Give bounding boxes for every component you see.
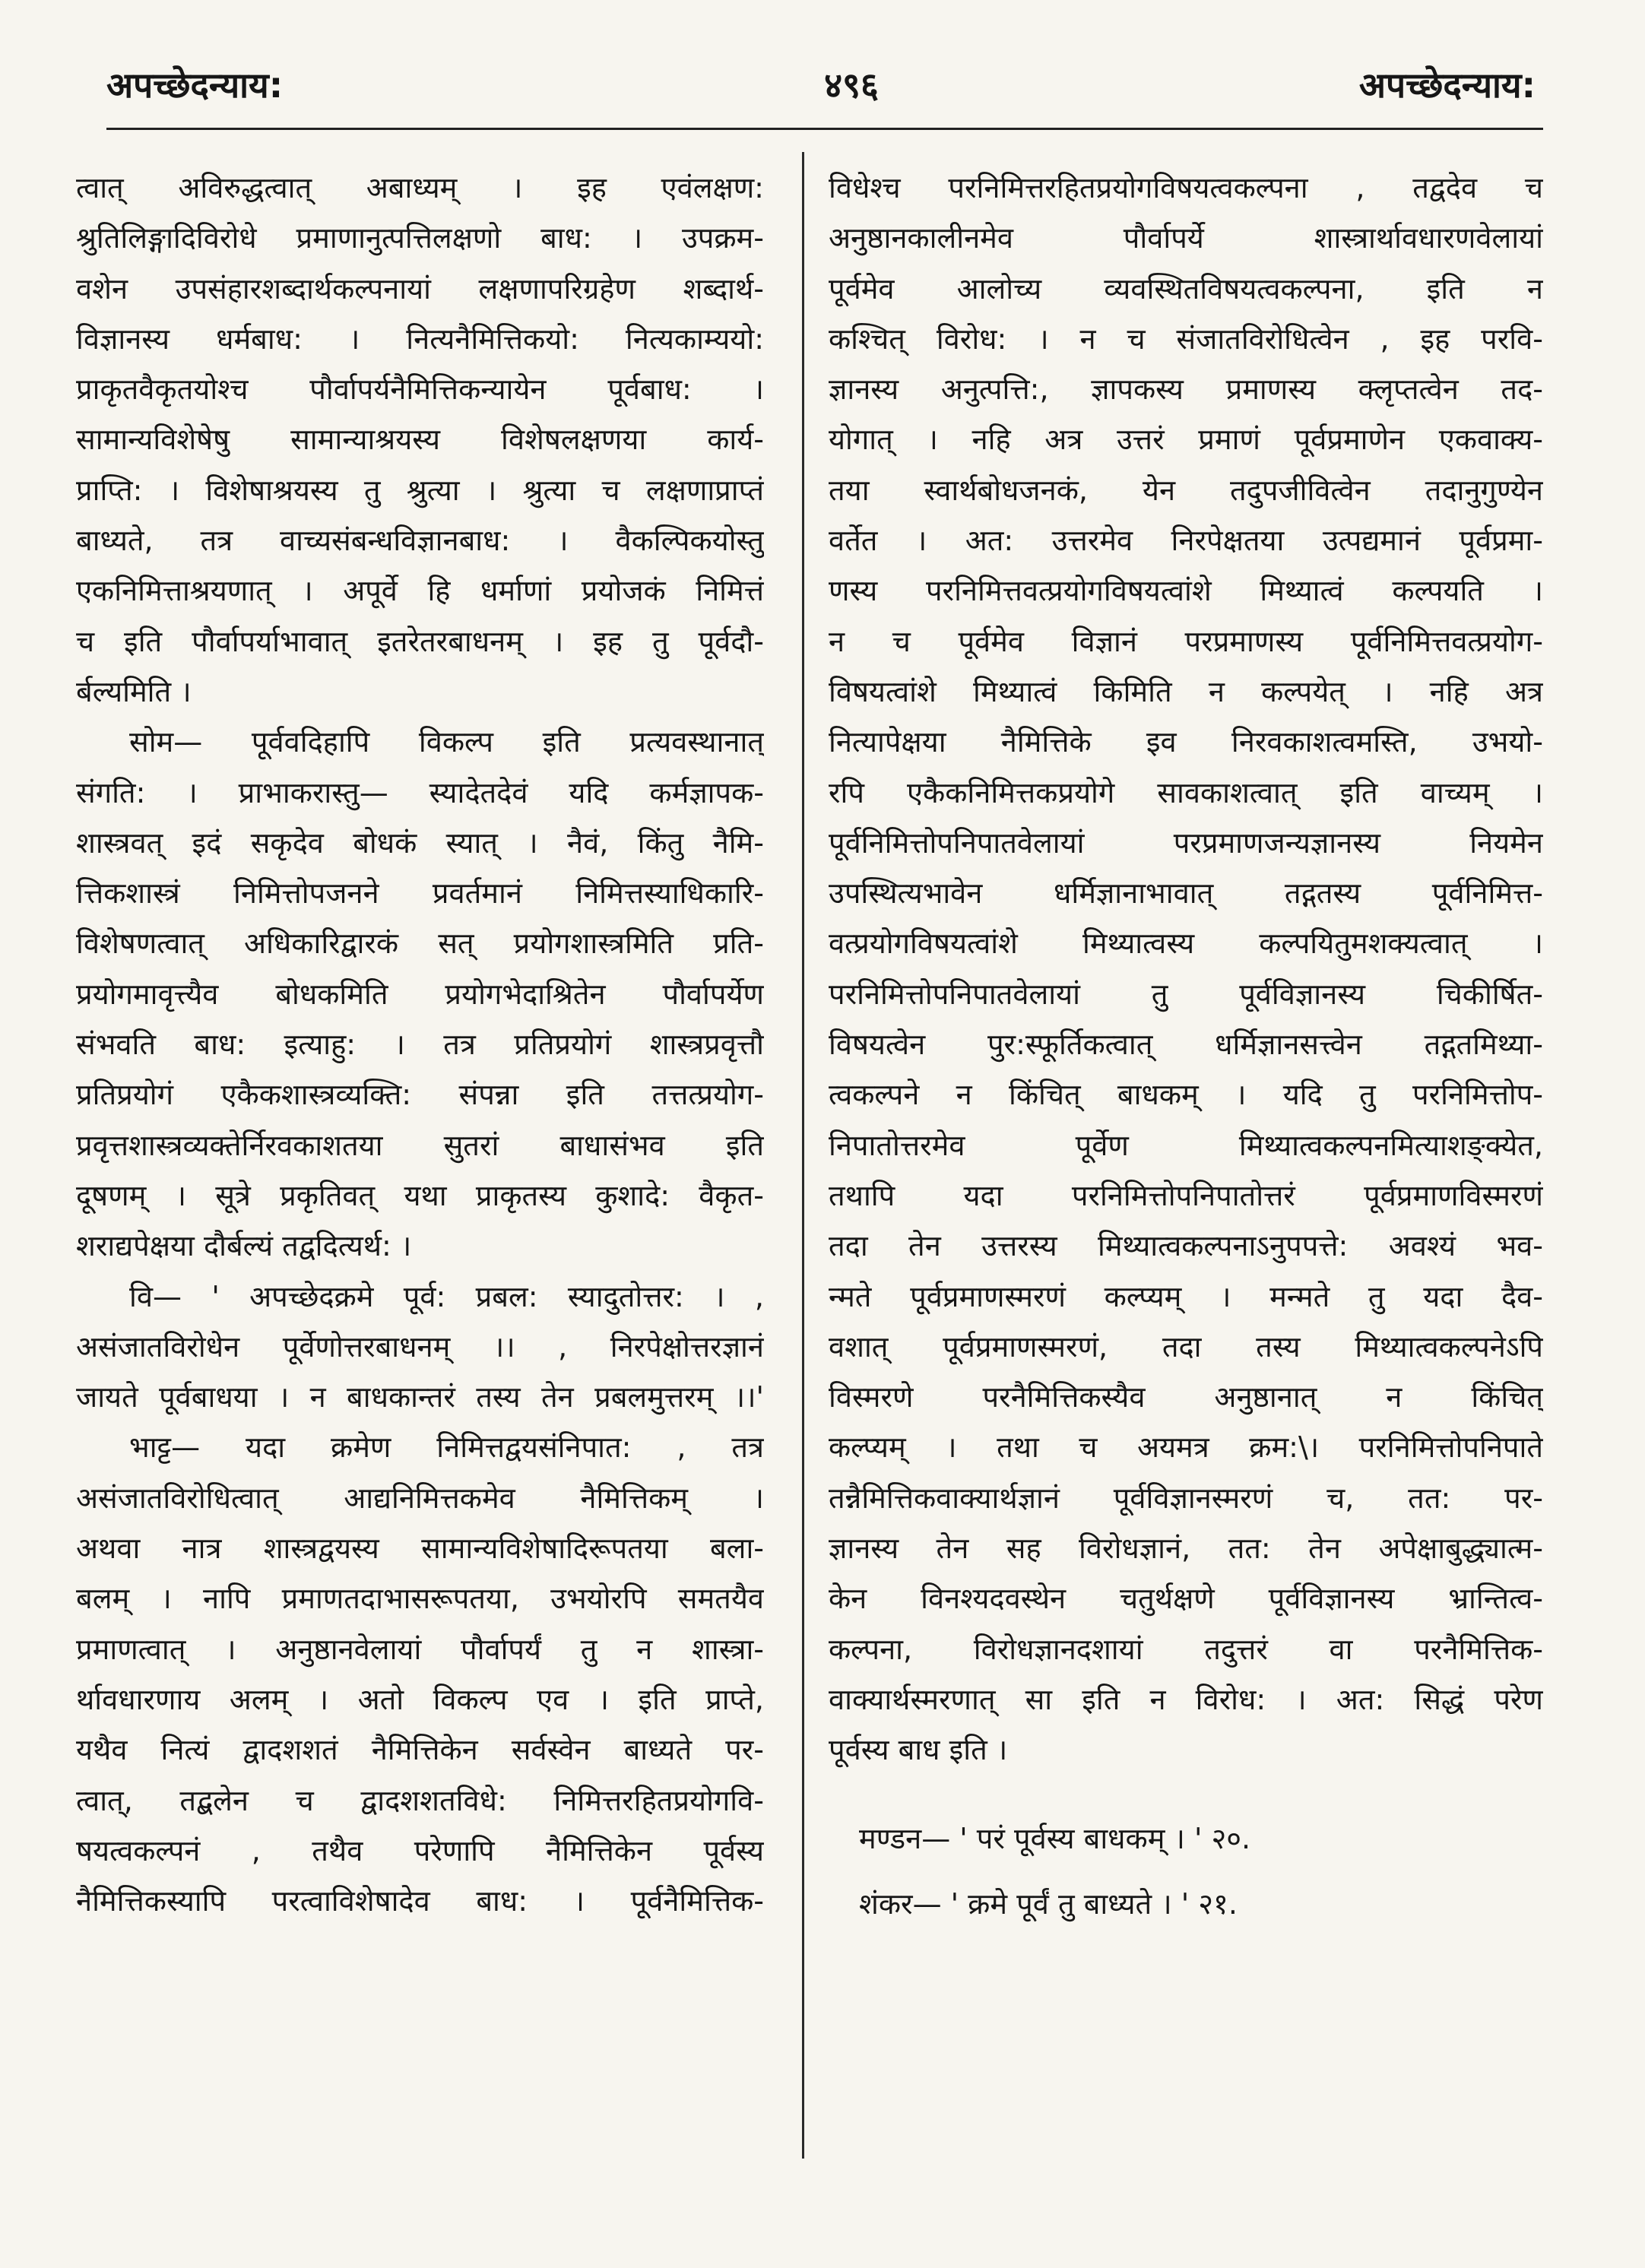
text-line: रपि एकैकनिमित्तकप्रयोगे सावकाशत्वात् इति वाच्यम् । [829, 775, 1543, 809]
text-line: ज्ञानस्य तेन सह विरोधज्ञानं, तत: तेन अपेक्षाबुद्ध्यात्म- [829, 1532, 1543, 1566]
text-line: एकनिमित्ताश्रयणात् । अपूर्वे हि धर्माणां प्रयोजकं निमित्तं [76, 574, 764, 608]
text-line: जायते पूर्वबाधया । न बाधकान्तरं तस्य तेन प्रबलमुत्तरम् ।।' [76, 1380, 764, 1414]
header-left-title: अपच्छेदन्याय: [106, 65, 284, 106]
text-line: तथापि यदा परनिमित्तोपनिपातोत्तरं पूर्वप्रमाणविस्मरणं [829, 1178, 1543, 1212]
text-line: परनिमित्तोपनिपातवेलायां तु पूर्वविज्ञानस्य चिकीर्षित- [829, 977, 1543, 1011]
text-line: अथवा नात्र शास्त्रद्वयस्य सामान्यविशेषादिरूपतया बला- [76, 1532, 764, 1566]
citation-shankara: शंकर— ' क्रमे पूर्वं तु बाध्यते । ' २१. [859, 1886, 1238, 1921]
column-divider [802, 152, 804, 2159]
text-line: सोम— पूर्ववदिहापि विकल्प इति प्रत्यवस्थानात् [129, 725, 764, 759]
text-line: वशेन उपसंहारशब्दार्थकल्पनायां लक्षणापरिग्रहेण शब्दार्थ- [76, 271, 764, 306]
text-line: विधेश्च परनिमित्तरहितप्रयोगविषयत्वकल्पना , तद्वदेव च [829, 171, 1543, 204]
text-line: णस्य परनिमित्तवत्प्रयोगविषयत्वांशे मिथ्यात्वं कल्पयति । [829, 574, 1543, 608]
page-number: ४९६ [824, 65, 879, 106]
text-line: निपातोत्तरमेव पूर्वेण मिथ्यात्वकल्पनमित्याशङ्क्येत, [829, 1128, 1543, 1162]
text-line: कश्चित् विरोध: । न च संजातविरोधित्वेन , इह परवि- [829, 322, 1543, 356]
text-line: प्रवृत्तशास्त्रव्यक्तेर्निरवकाशतया सुतरां बाधासंभव इति [76, 1128, 764, 1162]
header-rule [106, 128, 1543, 130]
text-line: प्रयोगमावृत्त्यैव बोधकमिति प्रयोगभेदाश्रितेन पौर्वापर्येण [76, 977, 764, 1011]
text-line: योगात् । नहि अत्र उत्तरं प्रमाणं पूर्वप्रमाणेन एकवाक्य- [829, 423, 1543, 457]
text-line: वशात् पूर्वप्रमाणस्मरणं, तदा तस्य मिथ्यात्वकल्पनेऽपि [829, 1329, 1543, 1364]
text-line: विस्मरणे परनैमित्तिकस्यैव अनुष्ठानात् न किंचित् [829, 1380, 1543, 1414]
text-line: असंजातविरोधेन पूर्वेणोत्तरबाधनम् ।। , निरपेक्षोत्तरज्ञानं [76, 1329, 764, 1364]
left-column [76, 163, 764, 1926]
text-line: विज्ञानस्य धर्मबाध: । नित्यनैमित्तिकयो: नित्यकाम्ययो: [76, 322, 764, 356]
text-line: वाक्यार्थस्मरणात् सा इति न विरोध: । अत: सिद्धं परेण [829, 1682, 1543, 1716]
text-line: संभवति बाध: इत्याहु: । तत्र प्रतिप्रयोगं शास्त्रप्रवृत्तौ [76, 1028, 764, 1062]
text-line: बलम् । नापि प्रमाणतदाभासरूपतया, उभयोरपि समतयैव [76, 1582, 764, 1616]
text-line: प्रमाणत्वात् । अनुष्ठानवेलायां पौर्वापर्यं तु न शास्त्रा- [76, 1632, 764, 1666]
text-line: षयत्वकल्पनं , तथैव परेणापि नैमित्तिकेन पूर्वस्य [76, 1833, 764, 1867]
text-line: प्रतिप्रयोगं एकैकशास्त्रव्यक्ति: संपन्ना इति तत्तत्प्रयोग- [76, 1078, 764, 1112]
text-line: र्थावधारणाय अलम् । अतो विकल्प एव । इति प्राप्ते, [76, 1682, 764, 1716]
text-line: असंजातविरोधित्वात् आद्यनिमित्तकमेव नैमित्तिकम् । [76, 1481, 764, 1515]
text-line: पूर्वमेव आलोच्य व्यवस्थितविषयत्वकल्पना, इति न [829, 271, 1543, 306]
text-line: तया स्वार्थबोधजनकं, येन तदुपजीवित्वेन तदानुगुण्येन [829, 473, 1543, 507]
text-line: नैमित्तिकस्यापि परत्वाविशेषादेव बाध: । पूर्वनैमित्तिक- [76, 1884, 764, 1918]
text-line: भाट्ट— यदा क्रमेण निमित्तद्वयसंनिपात: , तत्र [129, 1430, 764, 1465]
text-line: अनुष्ठानकालीनमेव पौर्वापर्ये शास्त्रार्थावधारणवेलायां [829, 221, 1543, 255]
text-line: बाध्यते, तत्र वाच्यसंबन्धविज्ञानबाध: । वैकल्पिकयोस्तु [76, 524, 764, 558]
text-line: प्राकृतवैकृतयोश्च पौर्वापर्यनैमित्तिकन्यायेन पूर्वबाध: । [76, 372, 764, 407]
text-line: त्तिकशास्त्रं निमित्तोपजनने प्रवर्तमानं निमित्तस्याधिकारि- [76, 876, 764, 911]
text-line: शराद्यपेक्षया दौर्बल्यं तद्वदित्यर्थ: । [76, 1229, 412, 1263]
text-line: पूर्वस्य बाध इति । [829, 1733, 1008, 1767]
text-line: पूर्वनिमित्तोपनिपातवेलायां परप्रमाणजन्यज्ञानस्य नियमेन [829, 825, 1543, 860]
text-line: ज्ञानस्य अनुत्पत्ति:, ज्ञापकस्य प्रमाणस्य क्लृप्तत्वेन तद- [829, 372, 1543, 407]
text-line: वत्प्रयोगविषयत्वांशे मिथ्यात्वस्य कल्पयितुमशक्यत्वात् । [829, 927, 1543, 961]
text-line: वर्तेत । अत: उत्तरमेव निरपेक्षतया उत्पद्यमानं पूर्वप्रमा- [829, 524, 1543, 558]
text-line: तन्नैमित्तिकवाक्यार्थज्ञानं पूर्वविज्ञानस्मरणं च, तत: पर- [829, 1481, 1543, 1515]
text-line: विषयत्वेन पुर:स्फूर्तिकत्वात् धर्मिज्ञानसत्त्वेन तद्गतमिथ्या- [829, 1028, 1543, 1062]
text-line: कल्पना, विरोधज्ञानदशायां तदुत्तरं वा परनैमित्तिक- [829, 1632, 1543, 1666]
text-line: केन विनश्यदवस्थेन चतुर्थक्षणे पूर्वविज्ञानस्य भ्रान्तित्व- [829, 1582, 1543, 1616]
spacer [829, 1775, 1543, 1806]
text-line: न च पूर्वमेव विज्ञानं परप्रमाणस्य पूर्वनिमित्तवत्प्रयोग- [829, 624, 1543, 658]
text-line: त्वकल्पने न किंचित् बाधकम् । यदि तु परनिमित्तोप- [829, 1078, 1543, 1112]
running-header [106, 47, 1536, 116]
text-line: तदा तेन उत्तरस्य मिथ्यात्वकल्पनाऽनुपपत्ते: अवश्यं भव- [829, 1229, 1543, 1263]
text-line: वि— ' अपच्छेदक्रमे पूर्व: प्रबल: स्यादुतोत्तर: । , [129, 1279, 764, 1313]
text-line: शास्त्रवत् इदं सकृदेव बोधकं स्यात् । नैवं, किंतु नैमि- [76, 825, 764, 860]
text-line: संगति: । प्राभाकरास्तु— स्यादेतदेवं यदि कर्मज्ञापक- [76, 775, 764, 809]
text-line: र्बल्यमिति । [76, 674, 192, 708]
text-line: प्राप्ति: । विशेषाश्रयस्य तु श्रुत्या । श्रुत्या च लक्षणाप्राप्तं [76, 473, 764, 507]
text-line: नित्यापेक्षया नैमित्तिके इव निरवकाशत्वमस्ति, उभयो- [829, 725, 1543, 759]
header-right-title: अपच्छेदन्याय: [1358, 65, 1536, 106]
text-line: यथैव नित्यं द्वादशशतं नैमित्तिकेन सर्वस्वेन बाध्यते पर- [76, 1733, 764, 1767]
text-line: न्मते पूर्वप्रमाणस्मरणं कल्प्यम् । मन्मते तु यदा दैव- [829, 1279, 1543, 1313]
text-line: विशेषणत्वात् अधिकारिद्वारकं सत् प्रयोगशास्त्रमिति प्रति- [76, 927, 764, 961]
text-line: दूषणम् । सूत्रे प्रकृतिवत् यथा प्राकृतस्य कुशादे: वैकृत- [76, 1178, 764, 1212]
right-column [829, 163, 1543, 1937]
citation-mandana: मण्डन— ' परं पूर्वस्य बाधकम् । ' २०. [859, 1821, 1251, 1855]
text-line: त्वात्, तद्बलेन च द्वादशशतविधे: निमित्तरहितप्रयोगवि- [76, 1783, 764, 1817]
text-line: विषयत्वांशे मिथ्यात्वं किमिति न कल्पयेत् । नहि अत्र [829, 674, 1543, 708]
text-line: श्रुतिलिङ्गादिविरोधे प्रमाणानुत्पत्तिलक्षणो बाध: । उपक्रम- [76, 221, 764, 255]
text-line: सामान्यविशेषेषु सामान्याश्रयस्य विशेषलक्षणया कार्य- [76, 423, 764, 457]
text-line: कल्प्यम् । तथा च अयमत्र क्रम:\। परनिमित्तोपनिपाते [829, 1430, 1543, 1465]
text-line: उपस्थित्यभावेन धर्मिज्ञानाभावात् तद्गतस्य पूर्वनिमित्त- [829, 876, 1543, 911]
text-line: त्वात् अविरुद्धत्वात् अबाध्यम् । इह एवंलक्षण: [76, 171, 764, 204]
text-line: च इति पौर्वापर्याभावात् इतरेतरबाधनम् । इह तु पूर्वदौ- [76, 624, 764, 658]
